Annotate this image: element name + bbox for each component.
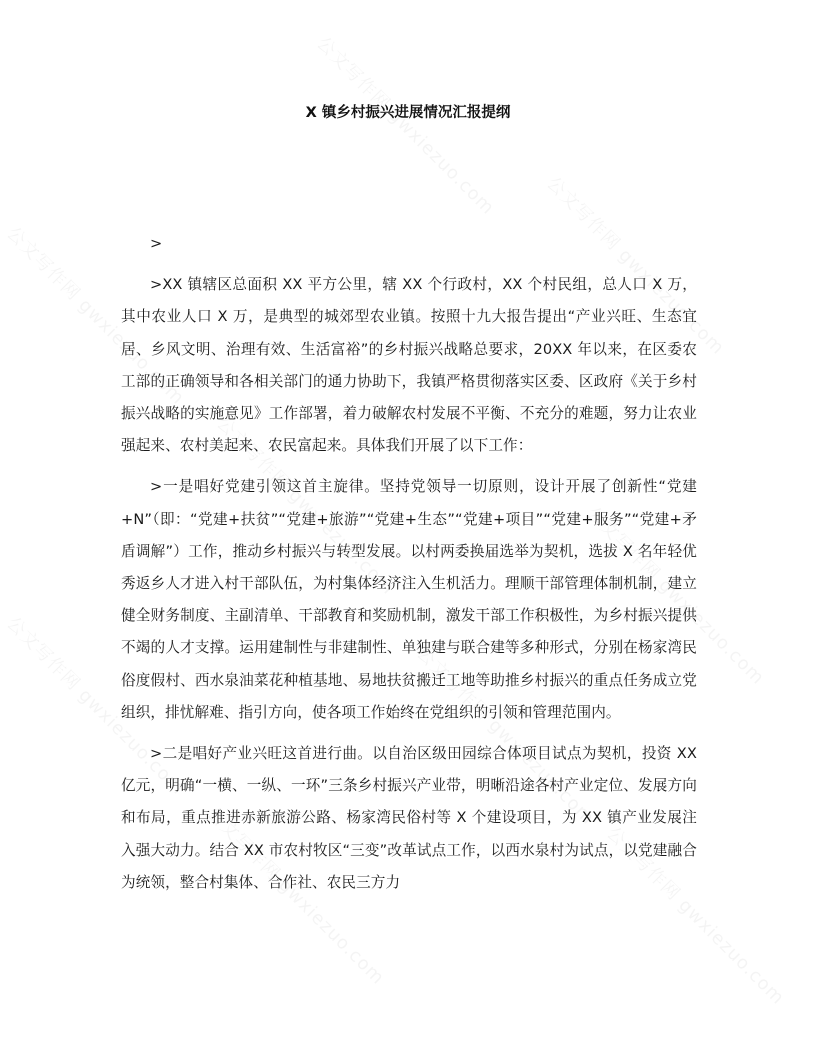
- paragraph: >一是唱好党建引领这首主旋律。坚持党领导一切原则，设计开展了创新性“党建+N”（即：“党建+扶贫”“党建+旅游”“党建+生态”“党建+项目”“党建+服务”“党建+矛盾调解”）工作，推动乡村振兴与转型发展。以村两委换届选举为契机，选拔 X 名年轻优秀返乡人才进入村干部队伍，为村集体经济注入生机活力。理顺干部管理体制机制，建立健全财务制度、主副清单、干部教育和奖励机制，激发干部工作积极性，为乡村振兴提供不竭的人才支撑。运用建制性与非建制性、单独建与联合建等多种形式，分别在杨家湾民俗度假村、西水泉油菜花种植基地、易地扶贫搬迁工地等助推乡村振兴的重点任务成立党组织，排忧解难、指引方向，使各项工作始终在党组织的引领和管理范围内。: [121, 478, 697, 721]
- paragraph: >: [150, 235, 163, 252]
- paragraph: >二是唱好产业兴旺这首进行曲。以自治区级田园综合体项目试点为契机，投资 XX 亿元，明确“一横、一纵、一环”三条乡村振兴产业带，明晰沿途各村产业定位、发展方向和布局，重点推进赤新旅游公路、杨家湾民俗村等 X 个建设项目，为 XX 镇产业发展注入强大动力。结合 XX 市农村牧区“三变”改革试点工作，以西水泉村为试点，以党建融合为统领，整合村集体、合作社、农民三方力: [121, 745, 697, 891]
- paragraph: >XX 镇辖区总面积 XX 平方公里，辖 XX 个行政村，XX 个村民组，总人口 X 万，其中农业人口 X 万，是典型的城郊型农业镇。按照十九大报告提出“产业兴旺、生态宜居、乡风文明、治理有效、生活富裕”的乡村振兴战略总要求，20XX 年以来，在区委农工部的正确领导和各相关部门的通力协助下，我镇严格贯彻落实区委、区政府《关于乡村振兴战略的实施意见》工作部署，着力破解农村发展不平衡、不充分的难题，努力让农业强起来、农村美起来、农民富起来。具体我们开展了以下工作：: [121, 276, 697, 455]
- document-body: [121, 228, 697, 908]
- watermark: [312, 30, 502, 220]
- document-title: X 镇乡村振兴进展情况汇报提纲: [305, 105, 511, 121]
